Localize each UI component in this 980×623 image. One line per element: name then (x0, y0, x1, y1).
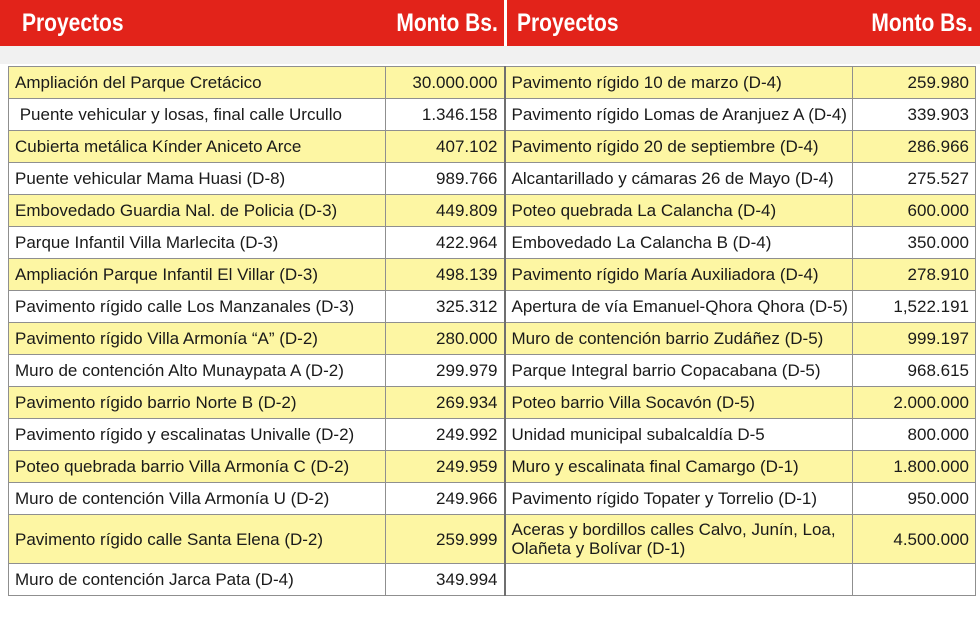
project-name-cell: Pavimento rígido Topater y Torrelio (D-1) (505, 483, 853, 515)
header-divider (504, 0, 507, 46)
table-row (9, 564, 976, 596)
table-row (9, 451, 976, 483)
project-name-cell: Pavimento rígido Lomas de Aranjuez A (D-4) (505, 99, 853, 131)
project-name-cell: Puente vehicular y losas, final calle Urcullo (9, 99, 386, 131)
header-projects-left: Proyectos (22, 9, 124, 37)
project-name-cell: Pavimento rígido María Auxiliadora (D-4) (505, 259, 853, 291)
amount-cell: 339.903 (853, 99, 976, 131)
amount-cell: 800.000 (853, 419, 976, 451)
project-name-cell: Muro y escalinata final Camargo (D-1) (505, 451, 853, 483)
project-name-cell: Muro de contención Jarca Pata (D-4) (9, 564, 386, 596)
header-spacer (0, 46, 980, 64)
project-name-cell: Embovedado Guardia Nal. de Policia (D-3) (9, 195, 386, 227)
amount-cell: 325.312 (386, 291, 505, 323)
project-name-cell: Alcantarillado y cámaras 26 de Mayo (D-4) (505, 163, 853, 195)
table-row (9, 323, 976, 355)
project-name-cell: Parque Integral barrio Copacabana (D-5) (505, 355, 853, 387)
project-name-cell: Cubierta metálica Kínder Aniceto Arce (9, 131, 386, 163)
amount-cell: 259.980 (853, 67, 976, 99)
amount-cell: 449.809 (386, 195, 505, 227)
project-name-cell: Unidad municipal subalcaldía D-5 (505, 419, 853, 451)
table-row (9, 227, 976, 259)
project-name-cell: Apertura de vía Emanuel-Qhora Qhora (D-5) (505, 291, 853, 323)
project-name-cell: Poteo quebrada barrio Villa Armonía C (D-2) (9, 451, 386, 483)
table-row (9, 483, 976, 515)
amount-cell: 280.000 (386, 323, 505, 355)
header-projects-right: Proyectos (517, 9, 619, 37)
project-name-cell: Ampliación Parque Infantil El Villar (D-3) (9, 259, 386, 291)
amount-cell: 498.139 (386, 259, 505, 291)
project-name-cell: Ampliación del Parque Cretácico (9, 67, 386, 99)
table-row (9, 131, 976, 163)
amount-cell: 249.966 (386, 483, 505, 515)
amount-cell (853, 564, 976, 596)
project-name-cell: Poteo quebrada La Calancha (D-4) (505, 195, 853, 227)
project-name-cell (505, 564, 853, 596)
amount-cell: 407.102 (386, 131, 505, 163)
project-name-cell: Pavimento rígido y escalinatas Univalle (D-2) (9, 419, 386, 451)
amount-cell: 2.000.000 (853, 387, 976, 419)
table-header (0, 0, 980, 46)
amount-cell: 30.000.000 (386, 67, 505, 99)
project-name-cell: Embovedado La Calancha B (D-4) (505, 227, 853, 259)
project-name-cell: Pavimento rígido calle Los Manzanales (D-3) (9, 291, 386, 323)
amount-cell: 1.800.000 (853, 451, 976, 483)
amount-cell: 275.527 (853, 163, 976, 195)
amount-cell: 422.964 (386, 227, 505, 259)
project-name-cell: Muro de contención Alto Munaypata A (D-2) (9, 355, 386, 387)
project-name-cell: Poteo barrio Villa Socavón (D-5) (505, 387, 853, 419)
project-name-cell: Pavimento rígido 20 de septiembre (D-4) (505, 131, 853, 163)
projects-table (8, 66, 976, 596)
amount-cell: 989.766 (386, 163, 505, 195)
project-name-cell: Pavimento rígido 10 de marzo (D-4) (505, 67, 853, 99)
table-row (9, 291, 976, 323)
table-row (9, 195, 976, 227)
table-row (9, 419, 976, 451)
project-name-cell: Aceras y bordillos calles Calvo, Junín, Loa, Olañeta y Bolívar (D-1) (505, 515, 853, 564)
amount-cell: 269.934 (386, 387, 505, 419)
amount-cell: 286.966 (853, 131, 976, 163)
amount-cell: 350.000 (853, 227, 976, 259)
amount-cell: 4.500.000 (853, 515, 976, 564)
project-name-cell: Parque Infantil Villa Marlecita (D-3) (9, 227, 386, 259)
amount-cell: 259.999 (386, 515, 505, 564)
project-name-cell: Pavimento rígido Villa Armonía “A” (D-2) (9, 323, 386, 355)
amount-cell: 950.000 (853, 483, 976, 515)
header-amount-right: Monto Bs. (871, 9, 973, 37)
table-row (9, 259, 976, 291)
amount-cell: 600.000 (853, 195, 976, 227)
project-name-cell: Pavimento rígido barrio Norte B (D-2) (9, 387, 386, 419)
project-name-cell: Puente vehicular Mama Huasi (D-8) (9, 163, 386, 195)
project-name-cell: Pavimento rígido calle Santa Elena (D-2) (9, 515, 386, 564)
table-row (9, 515, 976, 564)
amount-cell: 299.979 (386, 355, 505, 387)
amount-cell: 278.910 (853, 259, 976, 291)
amount-cell: 1.346.158 (386, 99, 505, 131)
amount-cell: 249.959 (386, 451, 505, 483)
table-row (9, 163, 976, 195)
amount-cell: 999.197 (853, 323, 976, 355)
project-name-cell: Muro de contención Villa Armonía U (D-2) (9, 483, 386, 515)
amount-cell: 968.615 (853, 355, 976, 387)
amount-cell: 1,522.191 (853, 291, 976, 323)
amount-cell: 349.994 (386, 564, 505, 596)
table-row (9, 387, 976, 419)
amount-cell: 249.992 (386, 419, 505, 451)
table-row (9, 355, 976, 387)
table-row (9, 67, 976, 99)
project-name-cell: Muro de contención barrio Zudáñez (D-5) (505, 323, 853, 355)
table-row (9, 99, 976, 131)
header-amount-left: Monto Bs. (396, 9, 498, 37)
